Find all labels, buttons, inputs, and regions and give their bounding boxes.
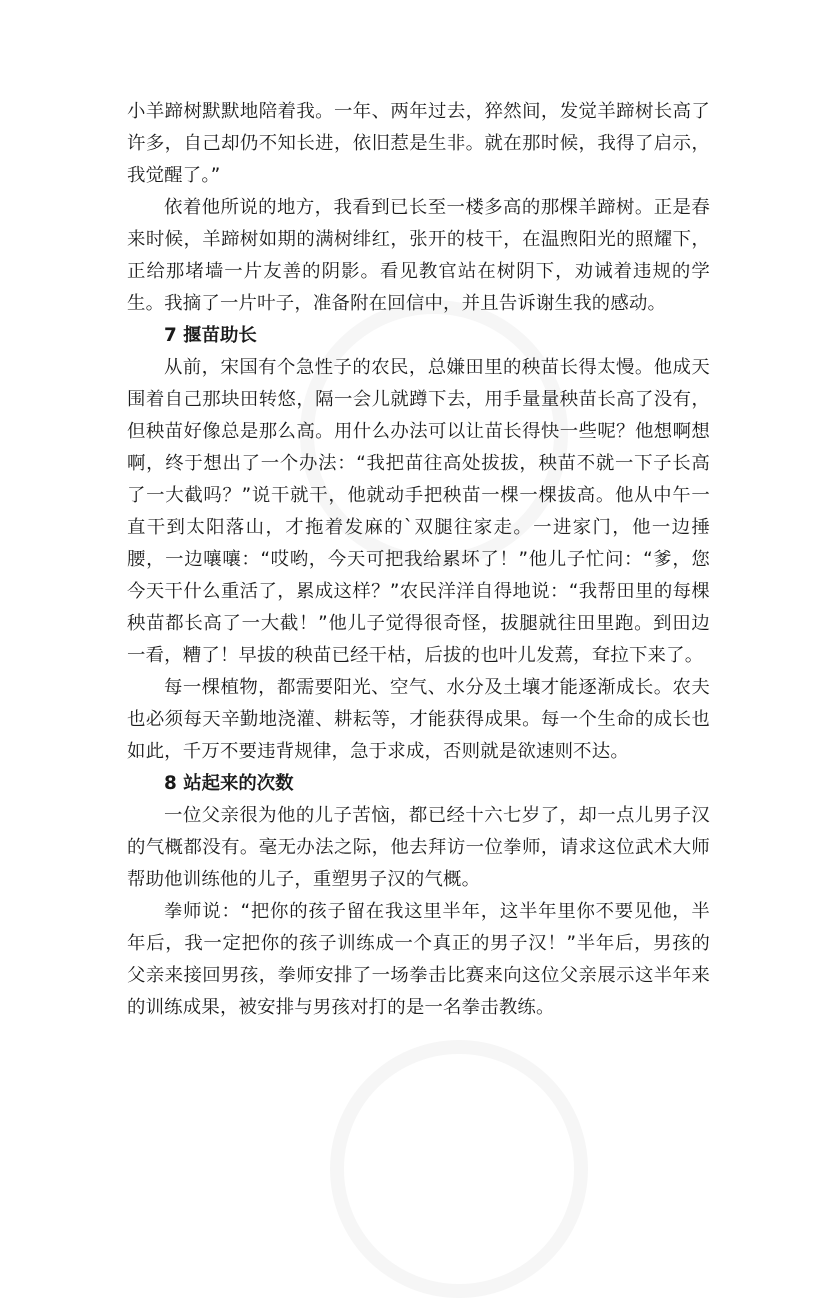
paragraph: 每一棵植物，都需要阳光、空气、水分及土壤才能逐渐成长。农夫也必须每天辛勤地浇灌、耕耘等，才能获得成果。每一个生命的成长也如此，千万不要违背规律，急于求成，否则就是欲速则不达。 — [127, 677, 710, 762]
article-body — [127, 96, 710, 1024]
section-heading: 7 揠苗助长 — [164, 325, 257, 346]
paragraph: 从前，宋国有个急性子的农民，总嫌田里的秧苗长得太慢。他成天围着自己那块田转悠，隔一会儿就蹲下去，用手量量秧苗长高了没有，但秧苗好像总是那么高。用什么办法可以让苗长得快一些呢？他想啊想啊，终于想出了一个办法：“我把苗往高处拔拔，秧苗不就一下子长高了一大截吗？”说干就干，他就动手把秧苗一棵一棵拔高。他从中午一直干到太阳落山，才拖着发麻的`双腿往家走。一进家门，他一边捶腰，一边嚷嚷：“哎哟，今天可把我给累坏了！”他儿子忙问：“爹，您今天干什么重活了，累成这样？”农民洋洋自得地说：“我帮田里的每棵秧苗都长高了一大截！”他儿子觉得很奇怪，拔腿就往田里跑。到田边一看，糟了！早拔的秧苗已经干枯，后拔的也叶儿发蔫，耷拉下来了。 — [127, 357, 710, 666]
paragraph: 依着他所说的地方，我看到已长至一楼多高的那棵羊蹄树。正是春来时候，羊蹄树如期的满树绯红，张开的枝干，在温煦阳光的照耀下，正给那堵墙一片友善的阴影。看见教官站在树阴下，劝诫着违规的学生。我摘了一片叶子，准备附在回信中，并且告诉谢生我的感动。 — [127, 197, 710, 314]
paragraph: 拳师说：“把你的孩子留在我这里半年，这半年里你不要见他，半年后，我一定把你的孩子训练成一个真正的男子汉！”半年后，男孩的父亲来接回男孩，拳师安排了一场拳击比赛来向这位父亲展示这半年来的训练成果，被安排与男孩对打的是一名拳击教练。 — [127, 901, 710, 1018]
section-heading: 8 站起来的次数 — [164, 773, 294, 794]
paragraph: 一位父亲很为他的儿子苦恼，都已经十六七岁了，却一点儿男子汉的气概都没有。毫无办法之际，他去拜访一位拳师，请求这位武术大师帮助他训练他的儿子，重塑男子汉的气概。 — [127, 805, 710, 890]
watermark-seal — [330, 1040, 588, 1298]
paragraph: 小羊蹄树默默地陪着我。一年、两年过去，猝然间，发觉羊蹄树长高了许多，自己却仍不知长进，依旧惹是生非。就在那时候，我得了启示，我觉醒了。” — [127, 101, 710, 186]
